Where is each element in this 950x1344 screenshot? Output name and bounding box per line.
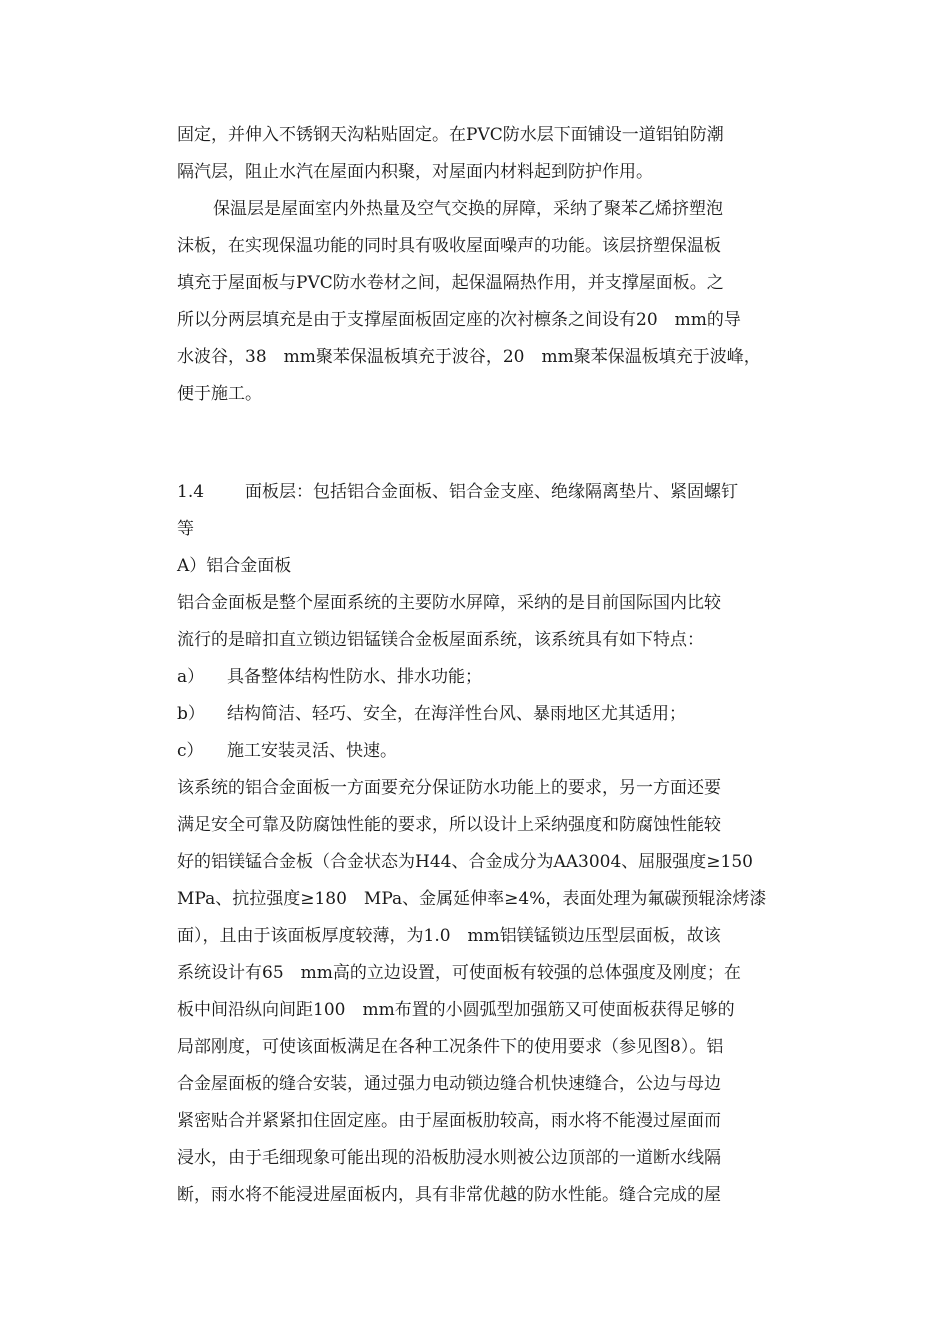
paragraph-line: 流行的是暗扣直立锁边铝锰镁合金板屋面系统，该系统具有如下特点： xyxy=(177,630,704,650)
paragraph-line: 铝合金面板是整个屋面系统的主要防水屏障，采纳的是目前国际国内比较 xyxy=(177,593,721,613)
paragraph-line: MPa、抗拉强度≥180 MPa、金属延伸率≥4%，表面处理为氟碳预辊涂烤漆 xyxy=(177,889,767,909)
paragraph-line: 水波谷，38 mm聚苯保温板填充于波谷，20 mm聚苯保温板填充于波峰， xyxy=(177,347,761,367)
list-item xyxy=(177,659,802,696)
paragraph-line: 断，雨水将不能浸进屋面板内，具有非常优越的防水性能。缝合完成的屋 xyxy=(177,1185,721,1205)
paragraph-line: 满足安全可靠及防腐蚀性能的要求，所以设计上采纳强度和防腐蚀性能较 xyxy=(177,815,721,835)
paragraph-line: 系统设计有65 mm高的立边设置，可使面板有较强的总体强度及刚度；在 xyxy=(177,963,741,983)
subsection-label: A）铝合金面板 xyxy=(177,556,292,576)
section-heading xyxy=(177,474,802,548)
paragraph-line: 保温层是屋面室内外热量及空气交换的屏障，采纳了聚苯乙烯挤塑泡 xyxy=(213,199,723,219)
paragraph-line: 隔汽层，阻止水汽在屋面内积聚，对屋面内材料起到防护作用。 xyxy=(177,162,653,182)
list-marker: b） xyxy=(177,704,205,724)
paragraph-line: 便于施工。 xyxy=(177,384,262,404)
paragraph-intro xyxy=(177,585,802,659)
list-item-text: 施工安装灵活、快速。 xyxy=(227,741,397,761)
paragraph-line: 局部刚度，可使该面板满足在各种工况条件下的使用要求（参见图8）。铝 xyxy=(177,1037,724,1057)
paragraph-line: 面），且由于该面板厚度较薄，为1.0 mm铝镁锰锁边压型层面板，故该 xyxy=(177,926,721,946)
list-marker: c） xyxy=(177,741,204,761)
paragraph-line: 该系统的铝合金面板一方面要充分保证防水功能上的要求，另一方面还要 xyxy=(177,778,721,798)
section-number: 1.4 xyxy=(177,482,205,502)
paragraph-vapor-barrier xyxy=(177,117,802,191)
section-title-continued: 等 xyxy=(177,519,194,539)
list-item xyxy=(177,733,802,770)
paragraph-insulation xyxy=(177,191,802,413)
paragraph-line: 填充于屋面板与PVC防水卷材之间，起保温隔热作用，并支撑屋面板。之 xyxy=(177,273,724,293)
section-heading-line xyxy=(177,474,802,511)
list-marker: a） xyxy=(177,667,205,687)
paragraph-line: 好的铝镁锰合金板（合金状态为H44、合金成分为AA3004、屈服强度≥150 xyxy=(177,852,753,872)
subsection-heading xyxy=(177,548,802,585)
paragraph-line: 沫板，在实现保温功能的同时具有吸收屋面噪声的功能。该层挤塑保温板 xyxy=(177,236,721,256)
list-item xyxy=(177,696,802,733)
paragraph-line: 所以分两层填充是由于支撑屋面板固定座的次衬檩条之间设有20 mm的导 xyxy=(177,310,741,330)
paragraph-line: 合金屋面板的缝合安装，通过强力电动锁边缝合机快速缝合，公边与母边 xyxy=(177,1074,721,1094)
paragraph-line: 紧密贴合并紧紧扣住固定座。由于屋面板肋较高，雨水将不能漫过屋面而 xyxy=(177,1111,721,1131)
list-item-text: 结构简洁、轻巧、安全，在海洋性台风、暴雨地区尤其适用； xyxy=(227,704,686,724)
paragraph-main xyxy=(177,770,802,1214)
list-item-text: 具备整体结构性防水、排水功能； xyxy=(227,667,482,687)
feature-list xyxy=(177,659,802,770)
section-title: 面板层：包括铝合金面板、铝合金支座、绝缘隔离垫片、紧固螺钉 xyxy=(245,482,738,502)
paragraph-line: 板中间沿纵向间距100 mm布置的小圆弧型加强筋又可使面板获得足够的 xyxy=(177,1000,735,1020)
paragraph-line: 浸水，由于毛细现象可能出现的沿板肋浸水则被公边顶部的一道断水线隔 xyxy=(177,1148,721,1168)
paragraph-line: 固定，并伸入不锈钢天沟粘贴固定。在PVC防水层下面铺设一道铝铂防潮 xyxy=(177,125,724,145)
